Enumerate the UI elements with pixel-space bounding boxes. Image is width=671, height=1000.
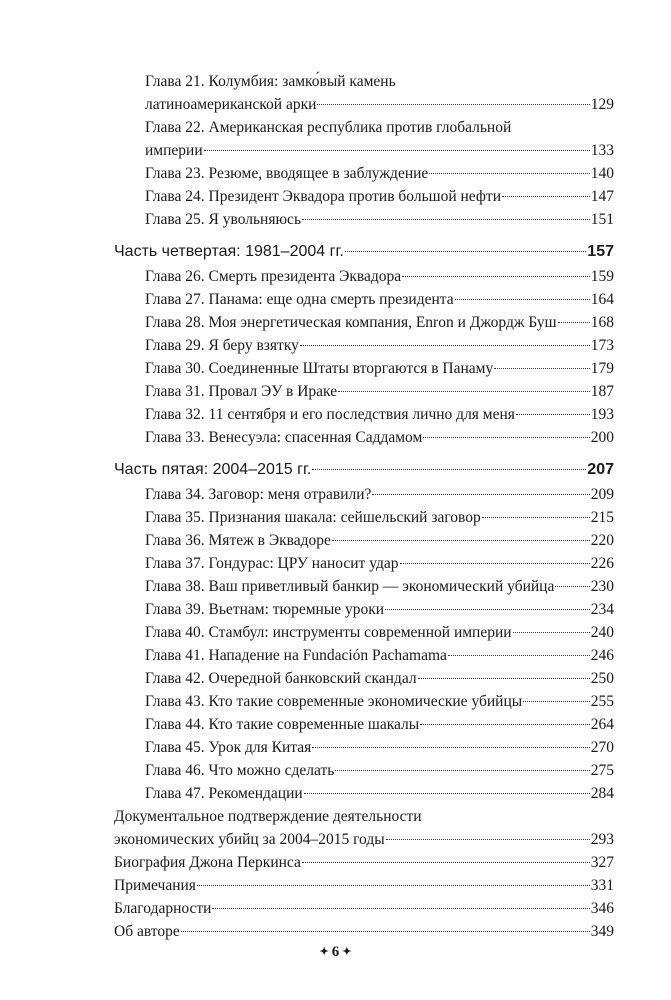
dot-leader (558, 321, 590, 323)
toc-page-number: 140 (590, 165, 614, 182)
dot-leader (418, 677, 590, 679)
toc-entry-title: Глава 28. Моя энергетическая компания, Enron и Джордж Буш (145, 314, 557, 331)
toc-page-number: 264 (590, 716, 614, 733)
toc-page-number: 293 (590, 831, 614, 848)
toc-page-number: 327 (590, 854, 614, 871)
dot-leader (312, 746, 589, 748)
dot-leader (372, 493, 589, 495)
toc-entry-ch45 (0, 736, 671, 759)
toc-page-number: 240 (590, 624, 614, 641)
toc-entry-ch38 (0, 575, 671, 598)
toc-page-number: 129 (590, 96, 614, 113)
toc-page-number: 220 (590, 532, 614, 549)
toc-page-number: 331 (590, 877, 614, 894)
toc-entry-title: Глава 41. Нападение на Fundación Pachamama (145, 647, 447, 664)
toc-entry-title: Глава 30. Соединенные Штаты вторгаются в Панаму (145, 360, 494, 377)
toc-page-number: 255 (590, 693, 614, 710)
toc-entry-ch29 (0, 334, 671, 357)
toc-entry-title: Глава 22. Американская республика против глобальной (145, 119, 512, 136)
toc-entry-title: Глава 37. Гондурас: ЦРУ наносит удар (145, 555, 399, 572)
toc-entry-title: Глава 44. Кто такие современные шакалы (145, 716, 420, 733)
dot-leader (204, 149, 590, 151)
toc-page-number: 226 (590, 555, 614, 572)
toc-entry-ch23 (0, 162, 671, 185)
toc-entry-ch28 (0, 311, 671, 334)
toc-entry-title: Глава 43. Кто такие современные экономические убийцы (145, 693, 523, 710)
toc-page-number: 200 (590, 429, 614, 446)
toc-entry-thanks (0, 897, 671, 920)
dot-leader (386, 838, 590, 840)
dot-leader (555, 585, 589, 587)
toc-entry-ch26 (0, 265, 671, 288)
toc-entry-title: Глава 32. 11 сентября и его последствия лично для меня (145, 406, 515, 423)
dot-leader (197, 884, 590, 886)
toc-entry-title: Глава 21. Колумбия: замко́вый камень (145, 73, 396, 90)
toc-page-number: 147 (590, 188, 614, 205)
toc-entry-ch46 (0, 759, 671, 782)
toc-entry-title: Глава 47. Рекомендации (145, 785, 303, 802)
toc-part-four (0, 239, 671, 265)
toc-page-number: 207 (587, 461, 614, 478)
toc-entry-ch21-line1 (0, 70, 671, 93)
toc-page-number: 179 (590, 360, 614, 377)
toc-entry-ch34 (0, 483, 671, 506)
dot-leader (317, 103, 589, 105)
dot-leader (513, 631, 590, 633)
toc-page-number: 349 (590, 923, 614, 940)
dot-leader (402, 275, 590, 277)
ornament-icon: ✦ (319, 946, 329, 958)
table-of-contents (0, 70, 671, 943)
toc-entry-title: Биография Джона Перкинса (114, 854, 301, 871)
toc-entry-title: Глава 31. Провал ЭУ в Ираке (145, 383, 338, 400)
toc-entry-ch36 (0, 529, 671, 552)
toc-entry-ch37 (0, 552, 671, 575)
dot-leader (335, 769, 589, 771)
dot-leader (400, 562, 590, 564)
toc-entry-title: Об авторе (114, 923, 180, 940)
toc-part-title: Часть пятая: 2004–2015 гг. (114, 461, 312, 478)
toc-entry-ch32 (0, 403, 671, 426)
toc-entry-ch25 (0, 208, 671, 231)
toc-page-number: 151 (590, 211, 614, 228)
toc-entry-notes (0, 874, 671, 897)
toc-page-number: 250 (590, 670, 614, 687)
toc-entry-docs (0, 828, 671, 851)
toc-entry-title: Глава 33. Венесуэла: спасенная Саддамом (145, 429, 423, 446)
dot-leader (448, 654, 590, 656)
toc-page-number: 284 (590, 785, 614, 802)
dot-leader (420, 723, 590, 725)
dot-leader (502, 195, 590, 197)
toc-entry-title: Глава 29. Я беру взятку (145, 337, 299, 354)
toc-entry-title: империи (145, 142, 203, 159)
dot-leader (302, 218, 590, 220)
toc-entry-title: Глава 39. Вьетнам: тюремные уроки (145, 601, 385, 618)
toc-entry-title: Глава 35. Признания шакала: сейшельский заговор (145, 509, 481, 526)
toc-page-number: 346 (590, 900, 614, 917)
dot-leader (345, 250, 587, 252)
toc-entry-title: Глава 45. Урок для Китая (145, 739, 312, 756)
dot-leader (429, 172, 589, 174)
toc-page-number: 187 (590, 383, 614, 400)
toc-entry-ch43 (0, 690, 671, 713)
toc-entry-title: Глава 40. Стамбул: инструменты современной империи (145, 624, 512, 641)
toc-entry-ch27 (0, 288, 671, 311)
toc-entry-title: Глава 46. Что можно сделать (145, 762, 335, 779)
toc-page-number: 133 (590, 142, 614, 159)
toc-entry-title: Глава 34. Заговор: меня отравили? (145, 486, 372, 503)
toc-entry-ch33 (0, 426, 671, 449)
ornament-icon: ✦ (342, 946, 352, 958)
toc-entry-title: Глава 42. Очередной банковский скандал (145, 670, 417, 687)
toc-entry-ch22-line1 (0, 116, 671, 139)
toc-entry-title: экономических убийц за 2004–2015 годы (114, 831, 385, 848)
folio-number: 6 (331, 944, 340, 960)
toc-entry-title: латиноамериканской арки (145, 96, 317, 113)
toc-entry-ch35 (0, 506, 671, 529)
toc-page-number: 209 (590, 486, 614, 503)
dot-leader (494, 367, 590, 369)
dot-leader (300, 344, 590, 346)
toc-entry-ch39 (0, 598, 671, 621)
toc-entry-ch40 (0, 621, 671, 644)
toc-page-number: 157 (587, 243, 614, 260)
dot-leader (332, 539, 590, 541)
toc-entry-bio (0, 851, 671, 874)
toc-part-five (0, 457, 671, 483)
toc-page-number: 168 (590, 314, 614, 331)
dot-leader (212, 907, 589, 909)
dot-leader (304, 792, 590, 794)
dot-leader (385, 608, 590, 610)
toc-entry-ch22 (0, 139, 671, 162)
toc-page-number: 230 (590, 578, 614, 595)
toc-page-number: 270 (590, 739, 614, 756)
toc-entry-ch30 (0, 357, 671, 380)
toc-page-number: 173 (590, 337, 614, 354)
toc-page-number: 275 (590, 762, 614, 779)
toc-entry-ch24 (0, 185, 671, 208)
dot-leader (523, 700, 590, 702)
dot-leader (338, 390, 590, 392)
dot-leader (516, 413, 590, 415)
toc-part-title: Часть четвертая: 1981–2004 гг. (114, 243, 344, 260)
toc-entry-title: Глава 27. Панама: еще одна смерть президента (145, 291, 454, 308)
toc-entry-author (0, 920, 671, 943)
toc-entry-ch41 (0, 644, 671, 667)
page-number-footer (0, 944, 671, 961)
toc-entry-ch42 (0, 667, 671, 690)
toc-entry-title: Примечания (114, 877, 196, 894)
toc-entry-title: Документальное подтверждение деятельности (114, 808, 422, 825)
toc-page-number: 234 (590, 601, 614, 618)
toc-page-number: 159 (590, 268, 614, 285)
toc-entry-ch47 (0, 782, 671, 805)
toc-entry-docs-line1 (0, 805, 671, 828)
toc-entry-title: Глава 26. Смерть президента Эквадора (145, 268, 402, 285)
dot-leader (455, 298, 590, 300)
toc-entry-title: Глава 23. Резюме, вводящее в заблуждение (145, 165, 429, 182)
toc-entry-ch21 (0, 93, 671, 116)
toc-page-number: 164 (590, 291, 614, 308)
toc-page-number: 193 (590, 406, 614, 423)
dot-leader (423, 436, 589, 438)
dot-leader (482, 516, 590, 518)
toc-entry-title: Глава 38. Ваш приветливый банкир — экономический убийца (145, 578, 555, 595)
toc-entry-title: Благодарности (114, 900, 212, 917)
dot-leader (312, 468, 586, 470)
toc-page-number: 246 (590, 647, 614, 664)
toc-entry-title: Глава 24. Президент Эквадора против большой нефти (145, 188, 501, 205)
toc-entry-title: Глава 25. Я увольняюсь (145, 211, 302, 228)
toc-page-number: 215 (590, 509, 614, 526)
toc-entry-ch31 (0, 380, 671, 403)
dot-leader (181, 930, 590, 932)
toc-entry-title: Глава 36. Мятеж в Эквадоре (145, 532, 331, 549)
toc-entry-ch44 (0, 713, 671, 736)
dot-leader (302, 861, 590, 863)
